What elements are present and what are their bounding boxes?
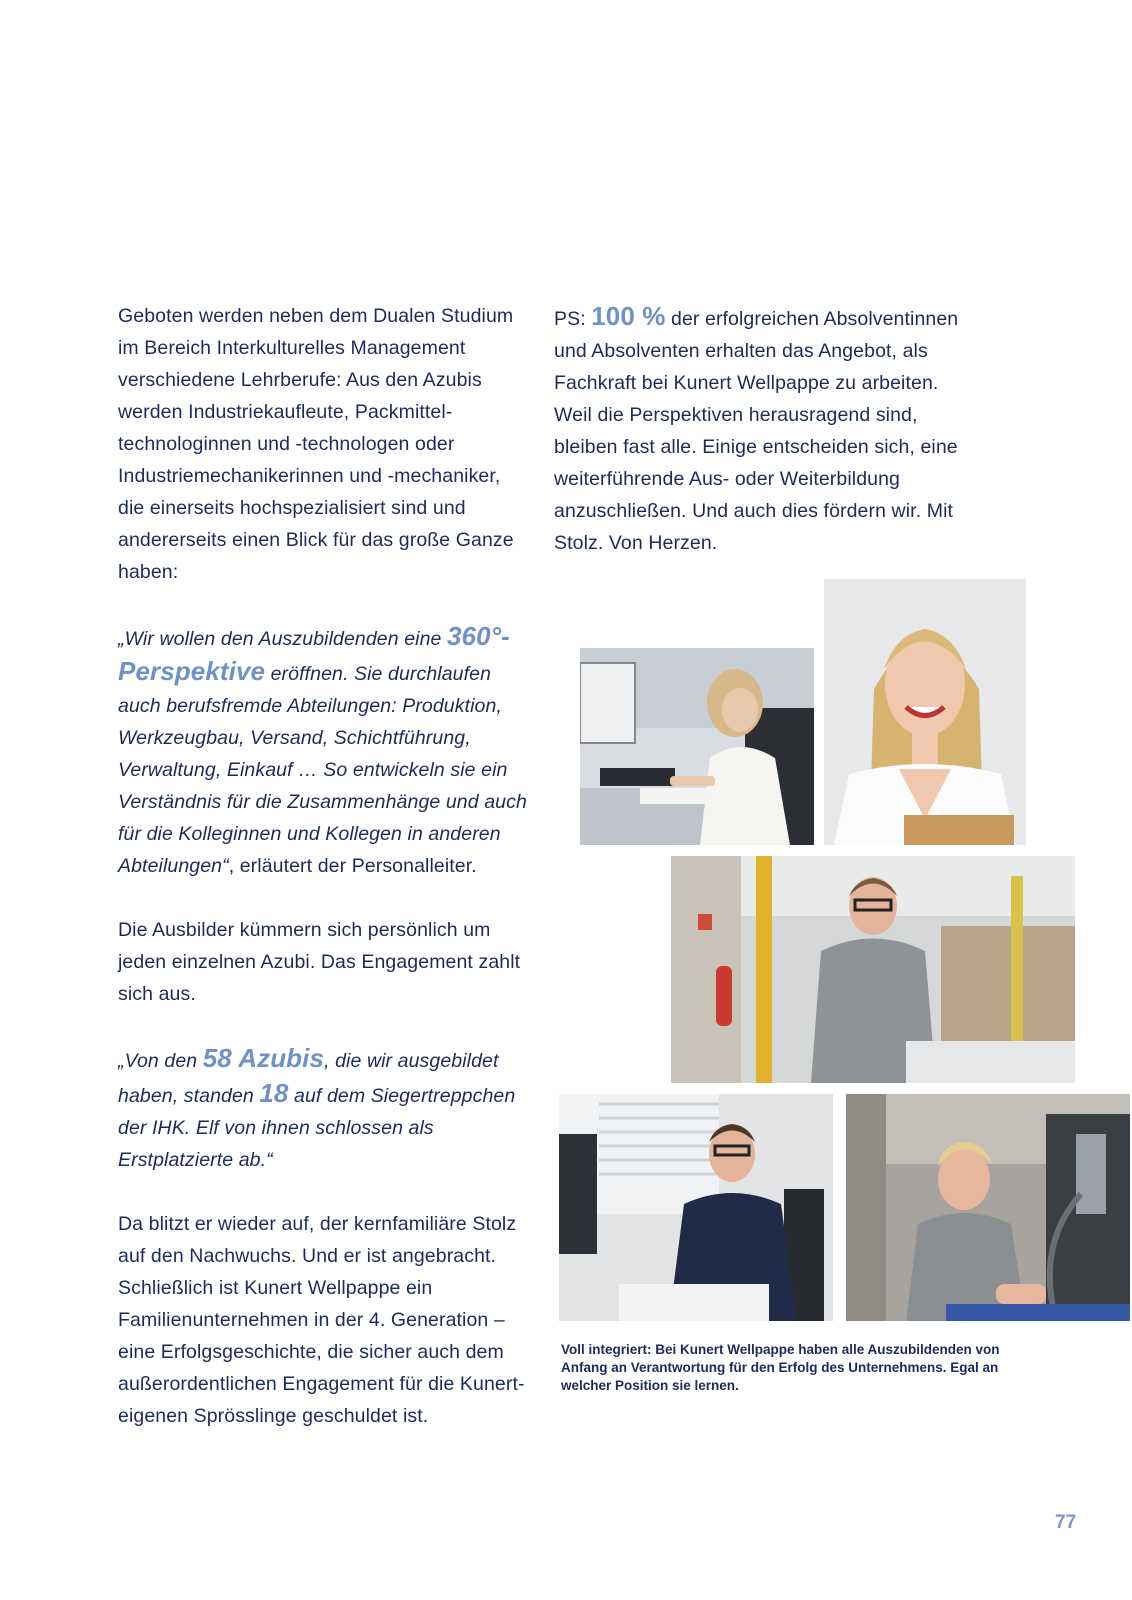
quote-58-azubis — [118, 1042, 530, 1176]
quote2-text-end: auf dem Siegertreppchen der IHK. Elf von ihnen schlossen als Erstplatzierte ab.“ — [118, 1085, 516, 1171]
photo-machine-trainee — [846, 1094, 1130, 1321]
highlight-360-perspective: 360°-Perspektive — [118, 621, 510, 686]
highlight-58-azubis: 58 Azubis — [202, 1043, 325, 1073]
photo-workshop-trainee — [671, 856, 1075, 1083]
quote-360-perspective — [118, 620, 530, 882]
photo-portrait-woman — [824, 579, 1026, 845]
quote-text-start: „Wir wollen den Auszubildenden eine — [118, 628, 447, 650]
ps-label: PS: — [554, 308, 592, 330]
left-text-column — [118, 300, 530, 1464]
page-number: 77 — [1055, 1512, 1077, 1533]
photo-computer-trainee — [559, 1094, 833, 1321]
paragraph-family-business: Da blitzt er wieder auf, der kernfamiliäre Stolz auf den Nachwuchs. Und er ist angebracht. Schließlich ist Kunert Wellpappe ein Familienunternehmen in der 4. Generation – eine Erfolgsgeschichte, die sicher auch dem außerordentlichen Engagement für die Kunert-eigenen Sprösslinge geschuldet ist. — [118, 1213, 525, 1427]
photo-office-trainee — [580, 648, 814, 845]
quote-attribution: , erläutert der Personalleiter. — [228, 855, 477, 877]
photo-caption: Voll integriert: Bei Kunert Wellpappe haben alle Auszubildenden von Anfang an Verantwortung für den Erfolg des Unternehmens. Egal an welcher Position sie lernen. — [561, 1342, 1000, 1393]
quote-text-end: eröffnen. Sie durchlaufen auch berufsfremde Abteilungen: Produktion, Werkzeugbau, Versand, Schichtführung, Verwaltung, Einkauf … So entwickeln sie ein Verständnis für die Zusammenhänge und auch für die Kolleginnen und Kollegen in anderen Abteilungen“ — [118, 663, 527, 877]
quote2-text-mid: , die wir ausgebildet haben, standen — [118, 1050, 499, 1107]
paragraph-trainers: Die Ausbilder kümmern sich persönlich um jeden einzelnen Azubi. Das Engagement zahlt sich aus. — [118, 919, 521, 1005]
right-text-column — [554, 300, 974, 591]
highlight-18: 18 — [259, 1078, 289, 1108]
highlight-100-percent: 100 % — [591, 301, 666, 331]
quote2-text-start: „Von den — [118, 1050, 203, 1072]
paragraph-training-offer: Geboten werden neben dem Dualen Studium im Bereich Interkulturelles Management verschiedene Lehrberufe: Aus den Azubis werden Industriekaufleute, Packmitteltechnologinnen und -technologen oder Industriemechanikerinnen und -mechaniker, die einerseits hochspezialisiert sind und andererseits einen Blick für das große Ganze haben: — [118, 305, 514, 583]
paragraph-ps — [554, 300, 974, 559]
ps-text: der erfolgreichen Absolventinnen und Absolventen erhalten das Angebot, als Fachkraft bei Kunert Wellpappe zu arbeiten. Weil die Perspektiven herausragend sind, bleiben fast alle. Einige entscheiden sich, eine weiterführende Aus- oder Weiterbildung anzuschließen. Und auch dies fördern wir. Mit Stolz. Von Herzen. — [554, 308, 959, 554]
